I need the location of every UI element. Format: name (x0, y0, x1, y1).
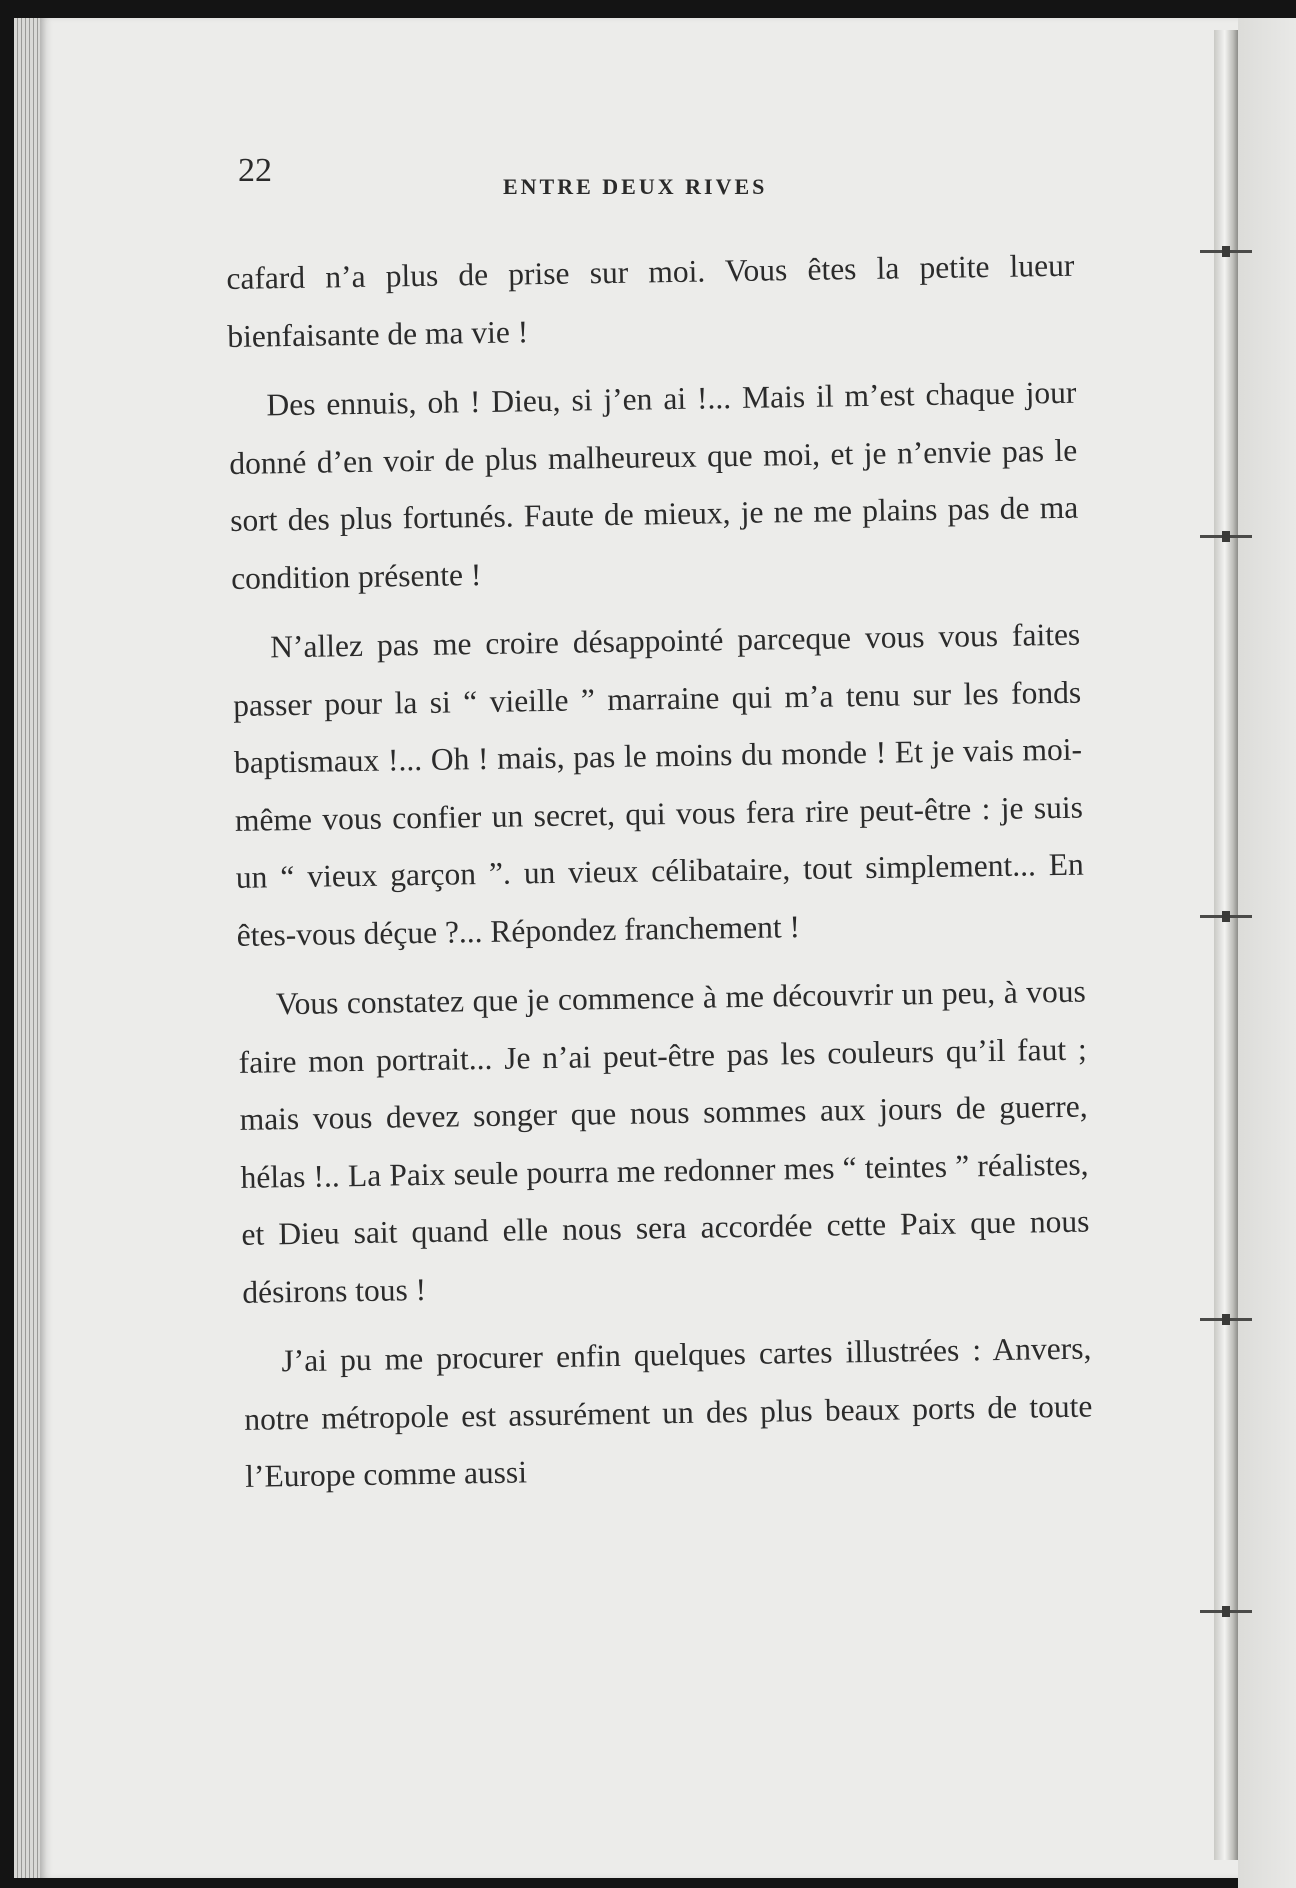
binding-stitch (1200, 250, 1252, 253)
paragraph: Des ennuis, oh ! Dieu, si j’en ai !... Mais il m’est chaque jour donné d’en voir de plus malheureux que moi, et je n’envie pas le sort des plus fortunés. Faute de mieux, je ne me plains pas de ma condition présente ! (229, 374, 1079, 596)
body-text (226, 237, 1094, 1506)
binding-stitch (1200, 1610, 1252, 1613)
paragraph: Vous constatez que je commence à me découvrir un peu, à vous faire mon portrait... Je n’ai peut-être pas les couleurs qu’il faut ; mais vous devez songer que nous sommes aux jours de guerre, hélas !.. La Paix seule pourra me redonner mes “ teintes ” réalistes, et Dieu sait quand elle nous sera accordée cette Paix que nous désirons tous ! (238, 973, 1090, 1310)
paragraph: N’allez pas me croire désappointé parceque vous vous faites passer pour la si “ vieille ” marraine qui m’a tenu sur les fonds baptismaux !... Oh ! mais, pas le moins du monde ! Et je vais moi-même vous confier un secret, qui vous fera rire peut-être : je suis un “ vieux garçon ”. un vieux célibataire, tout simplement... En êtes-vous déçue ?... Répondez franchement ! (232, 616, 1085, 953)
page-number: 22 (238, 152, 272, 189)
facing-page-edge (1238, 18, 1296, 1888)
binding-stitch (1200, 535, 1252, 538)
running-title: ENTRE DEUX RIVES (503, 174, 768, 199)
binding-stitch (1200, 1318, 1252, 1321)
binding-stitch (1200, 915, 1252, 918)
page-header (238, 152, 1108, 202)
book-spine (1214, 30, 1238, 1860)
paragraph: cafard n’a plus de prise sur moi. Vous êtes la petite lueur bienfaisante de ma vie ! (226, 247, 1075, 354)
paragraph: J’ai pu me procurer enfin quelques cartes illustrées : Anvers, notre métropole est assurément un des plus beaux ports de toute l’Europe comme aussi (244, 1330, 1093, 1494)
